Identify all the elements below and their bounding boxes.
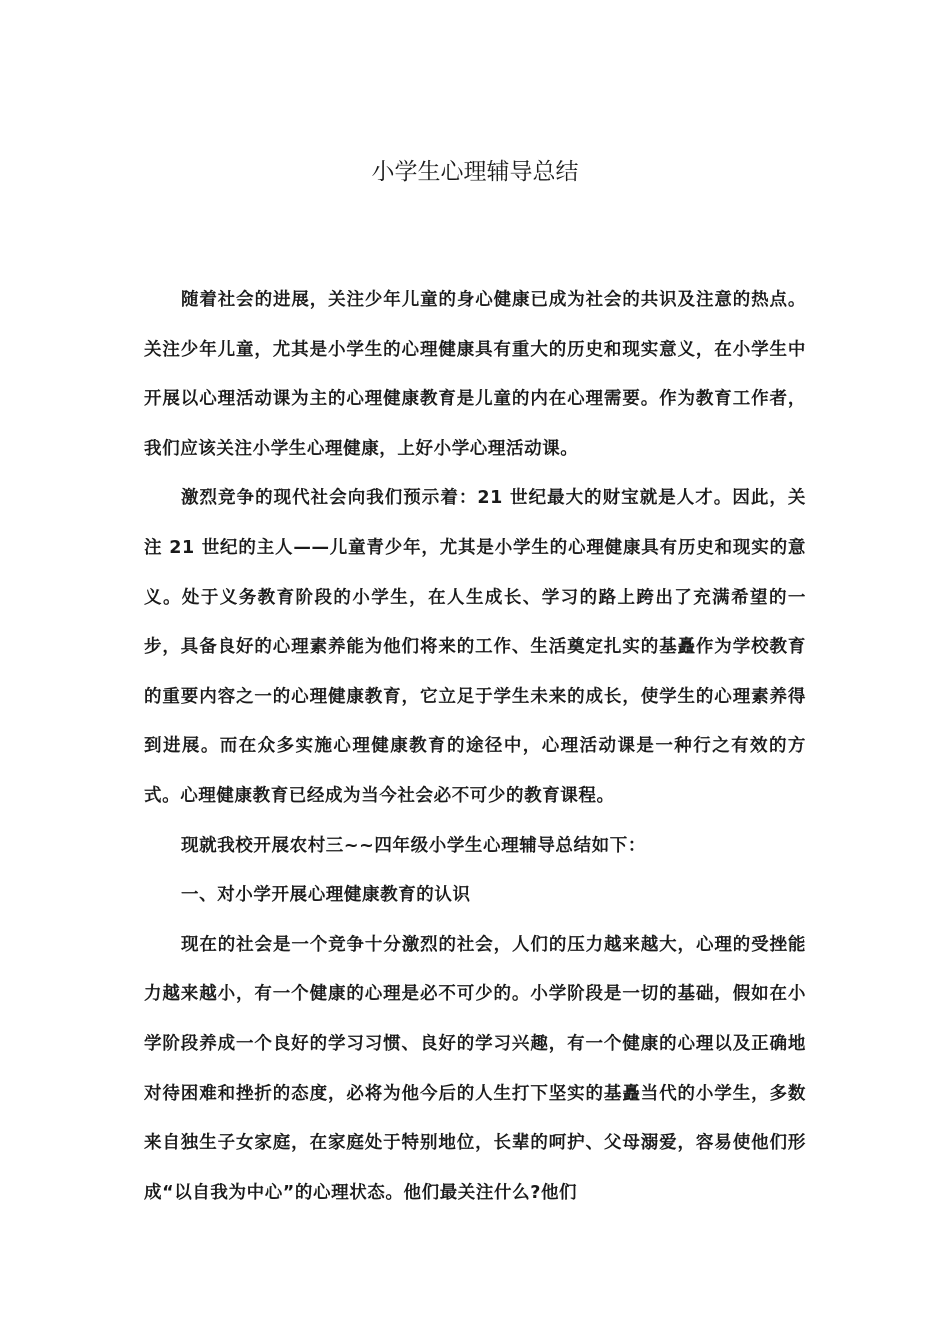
paragraph-competition: 激烈竞争的现代社会向我们预示着：21 世纪最大的财宝就是人才。因此，关注 21 世纪的主人——儿童青少年，尤其是小学生的心理健康具有历史和现实的意义。处于义务教育阶段的小学生，在人生成长、学习的路上跨出了充满希望的一步，具备良好的心理素养能为他们将来的工作、生活奠定扎实的基矗作为学校教育的重要内容之一的心理健康教育，它立足于学生未来的成长，使学生的心理素养得到进展。而在众多实施心理健康教育的途径中，心理活动课是一种行之有效的方式。心理健康教育已经成为当今社会必不可少的教育课程。 <box>144 488 806 806</box>
paragraph-society: 现在的社会是一个竞争十分激烈的社会，人们的压力越来越大，心理的受挫能力越来越小，有一个健康的心理是必不可少的。小学阶段是一切的基础，假如在小学阶段养成一个良好的学习习惯、良好的学习兴趣，有一个健康的心理以及正确地对待困难和挫折的态度，必将为他今后的人生打下坚实的基矗当代的小学生，多数来自独生子女家庭，在家庭处于特别地位，长辈的呵护、父母溺爱，容易使他们形成“以自我为中心”的心理状态。他们最关注什么?他们 <box>144 934 806 1203</box>
section-heading-1: 一、对小学开展心理健康教育的认识 <box>181 885 471 906</box>
document-body <box>144 276 806 1218</box>
paragraph-summary-lead: 现就我校开展农村三~~四年级小学生心理辅导总结如下： <box>181 835 646 856</box>
paragraph-intro: 随着社会的进展，关注少年儿童的身心健康已成为社会的共识及注意的热点。关注少年儿童，尤其是小学生的心理健康具有重大的历史和现实意义，在小学生中开展以心理活动课为主的心理健康教育是儿童的内在心理需要。作为教育工作者，我们应该关注小学生心理健康，上好小学心理活动课。 <box>144 290 806 459</box>
document-title: 小学生心理辅导总结 <box>371 159 579 185</box>
